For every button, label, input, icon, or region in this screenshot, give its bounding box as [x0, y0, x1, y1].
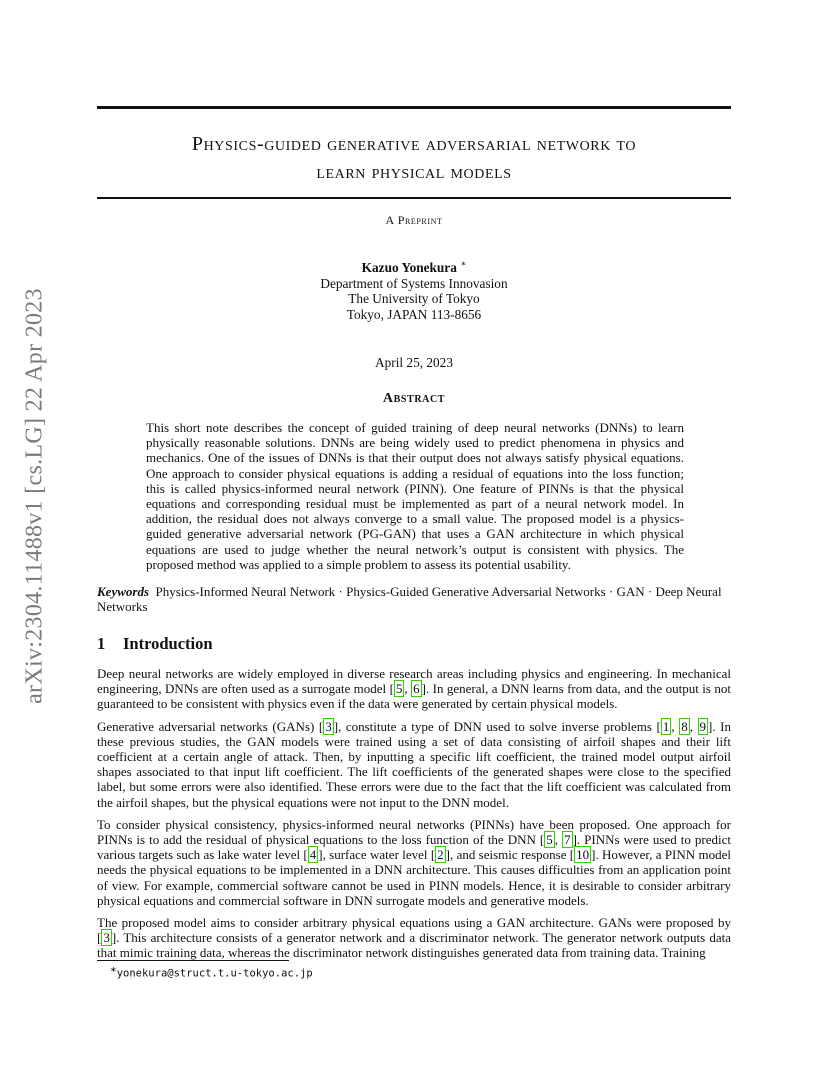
text-run: Deep neural networks are widely employed in diverse research areas including physics and engineering. In mechanical engineering, DNNs are often used as a surrogate model [	[97, 666, 731, 697]
text-run: ]. In these previous studies, the GAN models were trained using a set of data consisting of airfoil shapes and their lift coefficient at a certain angle of attack. Then, by inputting a specific lift coefficient, the trained model output airfoil shapes associated to that input lift coefficient. The lift coefficients of the generated shapes were close to the specified label, but some errors were also identified. These errors were due to the fact that the lift coefficient was calculated from the airfoil shapes, but the physical equations were not input to the DNN model.	[97, 718, 732, 810]
text-run: To consider physical consistency, physics-informed neural networks (PINNs) have been proposed. One approach for PINNs is to add the residual of physical equations to the loss function of the DNN [	[97, 816, 731, 848]
footnote-rule	[97, 960, 289, 961]
introduction-body	[97, 666, 731, 968]
author-block	[0, 257, 828, 322]
title-line-1: Physics-guided generative adversarial network to	[191, 133, 637, 155]
paragraph-2	[97, 719, 731, 810]
abstract-heading: Abstract	[382, 391, 446, 406]
text-run: ], and seismic response [	[445, 847, 575, 863]
author-address: Tokyo, JAPAN 113-8656	[346, 306, 482, 322]
author-footnote-marker[interactable]: ∗	[460, 259, 467, 269]
text-run: ,	[554, 832, 563, 848]
text-run: ]. However, a PINN model needs the physical equations to be implemented in a DNN architecture. This causes difficulties from an application point of view. For example, commercial software cannot be used in PINN models. Hence, it is desirable to consider arbitrary physical equations and commercial software in DNN surrogate models and generative models.	[97, 847, 731, 908]
keywords-text: Physics-Informed Neural Network · Physics-Guided Generative Adversarial Networks · GAN · Deep Neural Networks	[97, 584, 722, 615]
citation-link[interactable]: 8	[681, 718, 688, 734]
keywords	[97, 584, 731, 614]
text-run: Generative adversarial networks (GANs) [	[97, 718, 324, 734]
paper-date: April 25, 2023	[375, 355, 453, 370]
text-run: ]. This architecture consists of a generator network and a discriminator network. The generator network outputs data that mimic training data, whereas the discriminator network distinguishes generated data from training data. Training	[97, 930, 731, 961]
citation-link[interactable]: 7	[564, 832, 571, 848]
author-department: Department of Systems Innovasion	[320, 275, 508, 291]
arxiv-sidebar	[20, 286, 50, 706]
footnote	[110, 965, 313, 980]
citation-link[interactable]: 5	[546, 832, 553, 848]
title-line-2: learn physical models	[316, 161, 512, 183]
keywords-label: Keywords	[97, 584, 149, 599]
text-run: ], constitute a type of DNN used to solve inverse problems [	[333, 718, 661, 734]
text-run: ], surface water level [	[318, 847, 436, 863]
citation-link[interactable]: 3	[325, 718, 332, 734]
text-run: ,	[404, 681, 412, 697]
citation-link[interactable]: 4	[309, 847, 317, 863]
citation-link[interactable]: 3	[103, 930, 110, 946]
citation-link[interactable]: 1	[662, 718, 670, 734]
title-bottom-rule	[97, 197, 731, 199]
text-run: ,	[689, 718, 698, 734]
citation-link[interactable]: 6	[413, 681, 420, 697]
section-number: 1	[97, 634, 106, 653]
citation-link[interactable]: 9	[699, 718, 707, 734]
paragraph-4	[97, 915, 731, 961]
paragraph-3	[97, 817, 731, 908]
text-run: The proposed model aims to consider arbitrary physical equations using a GAN architecture. GANs were proposed by [	[97, 915, 731, 946]
citation-link[interactable]: 2	[437, 847, 444, 863]
section-heading-introduction	[97, 634, 213, 654]
abstract-text: This short note describes the concept of guided training of deep neural networks (DNNs) to learn physically reasonable solutions. DNNs are being widely used to predict phenomena in physics and mechanics. One of the issues of DNNs is that their output does not always satisfy physical equations. One approach to consider physical equations is adding a residual of equations into the loss function; this is called physics-informed neural network (PINN). One feature of PINNs is that the physical equations and corresponding residual must be implemented as part of a neural network model. In addition, the residual does not always converge to a small value. The proposed model is a physics-guided generative adversarial network (PG-GAN) that uses a GAN architecture in which physical equations are used to judge whether the neural network’s output is consistent with physics. The proposed method was applied to a simple problem to assess its potential usability.	[146, 420, 684, 572]
text-run: ,	[671, 718, 680, 734]
paper-title	[97, 130, 731, 186]
preprint-label: A Preprint	[385, 213, 443, 227]
citation-link[interactable]: 5	[395, 681, 403, 697]
author-name: Kazuo Yonekura	[361, 260, 457, 276]
title-top-rule	[97, 106, 731, 109]
author-university: The University of Tokyo	[348, 291, 480, 307]
paragraph-1	[97, 666, 731, 712]
text-run: ]. PINNs were used to predict various targets such as lake water level [	[97, 832, 732, 863]
section-title: Introduction	[123, 634, 213, 653]
citation-link[interactable]: 10	[576, 847, 590, 863]
arxiv-identifier: arXiv:2304.11488v1 [cs.LG] 22 Apr 2023	[21, 288, 48, 704]
text-run: ]. In general, a DNN learns from data, and the output is not guaranteed to be consistent with physics even if the data were generated by certain physical models.	[97, 681, 731, 712]
footnote-marker: ∗	[110, 965, 117, 974]
footnote-email[interactable]: yonekura@struct.t.u-tokyo.ac.jp	[116, 967, 313, 980]
